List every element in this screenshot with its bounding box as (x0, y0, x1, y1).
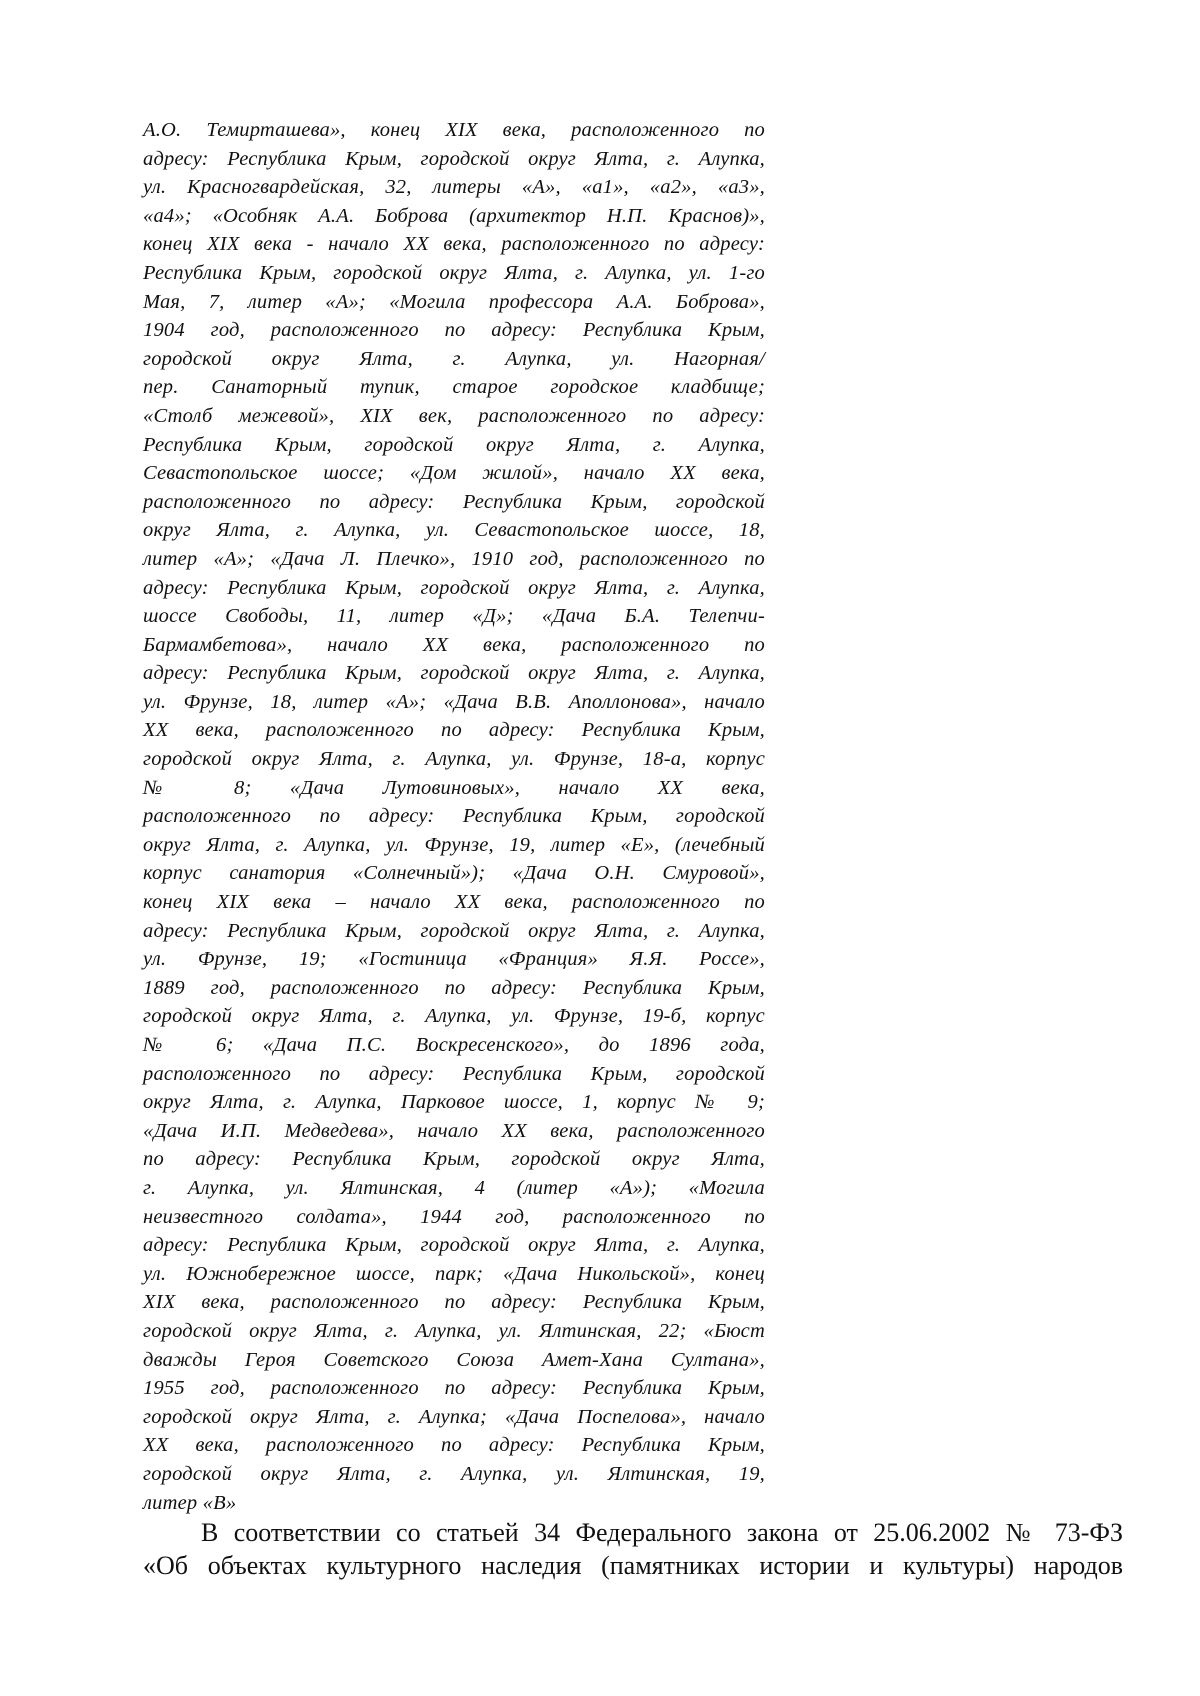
list-text-line: «а4»; «Особняк А.А. Боброва (архитектор Н.П. Краснов)», (143, 204, 765, 227)
list-text-line: неизвестного солдата», 1944 год, расположенного по (143, 1205, 765, 1228)
list-text-line: адресу: Республика Крым, городской округ Ялта, г. Алупка, (143, 576, 765, 599)
list-text-line: 1889 год, расположенного по адресу: Республика Крым, (143, 976, 765, 999)
list-text-line: корпус санатория «Солнечный»); «Дача О.Н. Смуровой», (143, 862, 765, 885)
list-text-line: пер. Санаторный тупик, старое городское кладбище; (143, 376, 765, 399)
list-text-line: литер «В» (143, 1491, 237, 1514)
list-text-line: № 6; «Дача П.С. Воскресенского», до 1896 года, (143, 1034, 765, 1056)
list-text-line: «Дача И.П. Медведева», начало XX века, расположенного (143, 1119, 765, 1142)
list-text-line: Республика Крым, городской округ Ялта, г. Алупка, (143, 433, 765, 456)
body-paragraph (143, 1516, 1123, 1582)
list-text-line: округ Ялта, г. Алупка, ул. Севастопольское шоссе, 18, (143, 519, 765, 542)
list-text-line: городской округ Ялта, г. Алупка, ул. Фрунзе, 18-а, корпус (143, 748, 765, 771)
paragraph-text-line: «Об объектах культурного наследия (памятниках истории и культуры) народов (143, 1551, 1123, 1580)
list-text-line: округ Ялта, г. Алупка, ул. Фрунзе, 19, литер «Е», (лечебный (143, 833, 765, 856)
list-text-line: по адресу: Республика Крым, городской округ Ялта, (143, 1148, 765, 1171)
list-text-line: 1955 год, расположенного по адресу: Республика Крым, (143, 1377, 765, 1400)
list-text-line: городской округ Ялта, г. Алупка, ул. Нагорная/ (143, 347, 765, 370)
list-text-line: адресу: Республика Крым, городской округ Ялта, г. Алупка, (143, 1234, 765, 1257)
list-text-line: Мая, 7, литер «А»; «Могила профессора А.А. Боброва», (143, 290, 765, 313)
list-text-line: расположенного по адресу: Республика Крым, городской (143, 490, 765, 513)
list-text-line: А.О. Темирташева», конец XIX века, расположенного по (143, 119, 765, 141)
list-text-line: ул. Красногвардейская, 32, литеры «А», «а1», «а2», «а3», (143, 176, 765, 199)
list-text-line: шоссе Свободы, 11, литер «Д»; «Дача Б.А. Телепчи- (143, 605, 765, 628)
list-text-line: конец XIX века - начало XX века, расположенного по адресу: (143, 233, 765, 256)
list-text-line: 1904 год, расположенного по адресу: Республика Крым, (143, 319, 765, 342)
paragraph-text-line: В соответствии со статьей 34 Федерального закона от 25.06.2002 № 73-ФЗ (201, 1518, 1123, 1547)
list-text-line: дважды Героя Советского Союза Амет-Хана Султана», (143, 1348, 765, 1371)
list-text-line: конец XIX века – начало XX века, расположенного по (143, 891, 765, 914)
list-text-line: литер «А»; «Дача Л. Плечко», 1910 год, расположенного по (143, 547, 765, 570)
list-text-line: адресу: Республика Крым, городской округ Ялта, г. Алупка, (143, 662, 765, 685)
list-text-line: XIX века, расположенного по адресу: Республика Крым, (143, 1291, 765, 1314)
list-text-line: ул. Фрунзе, 19; «Гостиница «Франция» Я.Я. Россе», (143, 948, 765, 971)
list-text-line: Бармамбетова», начало XX века, расположенного по (143, 633, 765, 656)
list-text-line: Республика Крым, городской округ Ялта, г. Алупка, ул. 1-го (143, 261, 765, 284)
list-text-line: ул. Южнобережное шоссе, парк; «Дача Никольской», конец (143, 1262, 765, 1285)
list-text-line: адресу: Республика Крым, городской округ Ялта, г. Алупка, (143, 919, 765, 942)
list-text-line: расположенного по адресу: Республика Крым, городской (143, 805, 765, 828)
list-text-line: ул. Фрунзе, 18, литер «А»; «Дача В.В. Аполлонова», начало (143, 690, 765, 713)
list-text-line: городской округ Ялта, г. Алупка; «Дача Поспелова», начало (143, 1405, 765, 1428)
list-text-line: городской округ Ялта, г. Алупка, ул. Ялтинская, 19, (143, 1462, 765, 1485)
list-text-line: адресу: Республика Крым, городской округ Ялта, г. Алупка, (143, 147, 765, 170)
list-text-line: № 8; «Дача Лутовиновых», начало XX века, (143, 776, 765, 799)
list-text-line: г. Алупка, ул. Ялтинская, 4 (литер «А»); «Могила (143, 1176, 765, 1199)
list-text-line: XX века, расположенного по адресу: Республика Крым, (143, 719, 765, 742)
list-text-line: Севастопольское шоссе; «Дом жилой», начало XX века, (143, 462, 765, 485)
list-text-line: городской округ Ялта, г. Алупка, ул. Ялтинская, 22; «Бюст (143, 1319, 765, 1342)
list-text-line: XX века, расположенного по адресу: Республика Крым, (143, 1434, 765, 1457)
list-text-line: городской округ Ялта, г. Алупка, ул. Фрунзе, 19-б, корпус (143, 1005, 765, 1028)
heritage-objects-list (143, 116, 765, 1517)
list-text-line: округ Ялта, г. Алупка, Парковое шоссе, 1, корпус № 9; (143, 1091, 765, 1114)
list-text-line: расположенного по адресу: Республика Крым, городской (143, 1062, 765, 1085)
list-text-line: «Столб межевой», XIX век, расположенного по адресу: (143, 404, 765, 427)
